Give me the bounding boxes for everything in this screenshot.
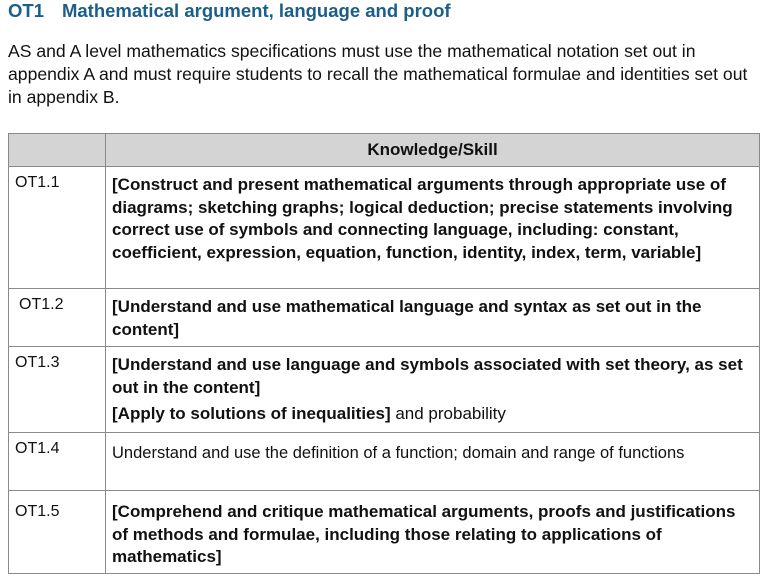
row-text	[106, 347, 760, 433]
table-row	[9, 289, 760, 347]
section-code: OT1	[8, 0, 44, 21]
table-row	[9, 167, 760, 289]
row-text: [Comprehend and critique mathematical arguments, proofs and justifications of methods and formulae, including those relating to applications of mathematics]	[106, 491, 760, 574]
row-id: OT1.3	[9, 347, 106, 433]
section-title: Mathematical argument, language and proof	[61, 0, 451, 21]
row-text-normal: and probability	[390, 404, 506, 423]
row-id: OT1.1	[9, 167, 106, 289]
table-row	[9, 433, 760, 491]
header-knowledge-skill: Knowledge/Skill	[106, 134, 760, 167]
row-id: OT1.4	[9, 433, 106, 491]
row-text-bold-2: [Apply to solutions of inequalities]	[112, 404, 391, 423]
row-text: Understand and use the definition of a function; domain and range of functions	[106, 433, 760, 491]
intro-paragraph: AS and A level mathematics specifications must use the mathematical notation set out in appendix A and must require students to recall the mathematical formulae and identities set out in appendix B.	[8, 41, 748, 107]
row-text-bold: [Understand and use language and symbols associated with set theory, as set out in the content]	[112, 355, 743, 397]
knowledge-skill-table	[8, 133, 760, 574]
table-row	[9, 491, 760, 574]
header-id	[9, 134, 106, 167]
table-row	[9, 347, 760, 433]
row-text: [Understand and use mathematical language and syntax as set out in the content]	[106, 289, 760, 347]
table-header-row	[9, 134, 760, 167]
section-heading	[8, 0, 451, 22]
row-id: OT1.5	[9, 491, 106, 574]
row-id: OT1.2	[9, 289, 106, 347]
row-text: [Construct and present mathematical arguments through appropriate use of diagrams; sketching graphs; logical deduction; precise statements involving correct use of symbols and connecting language, including: constant, coefficient, expression, equation, function, identity, index, term, variable]	[106, 167, 760, 289]
